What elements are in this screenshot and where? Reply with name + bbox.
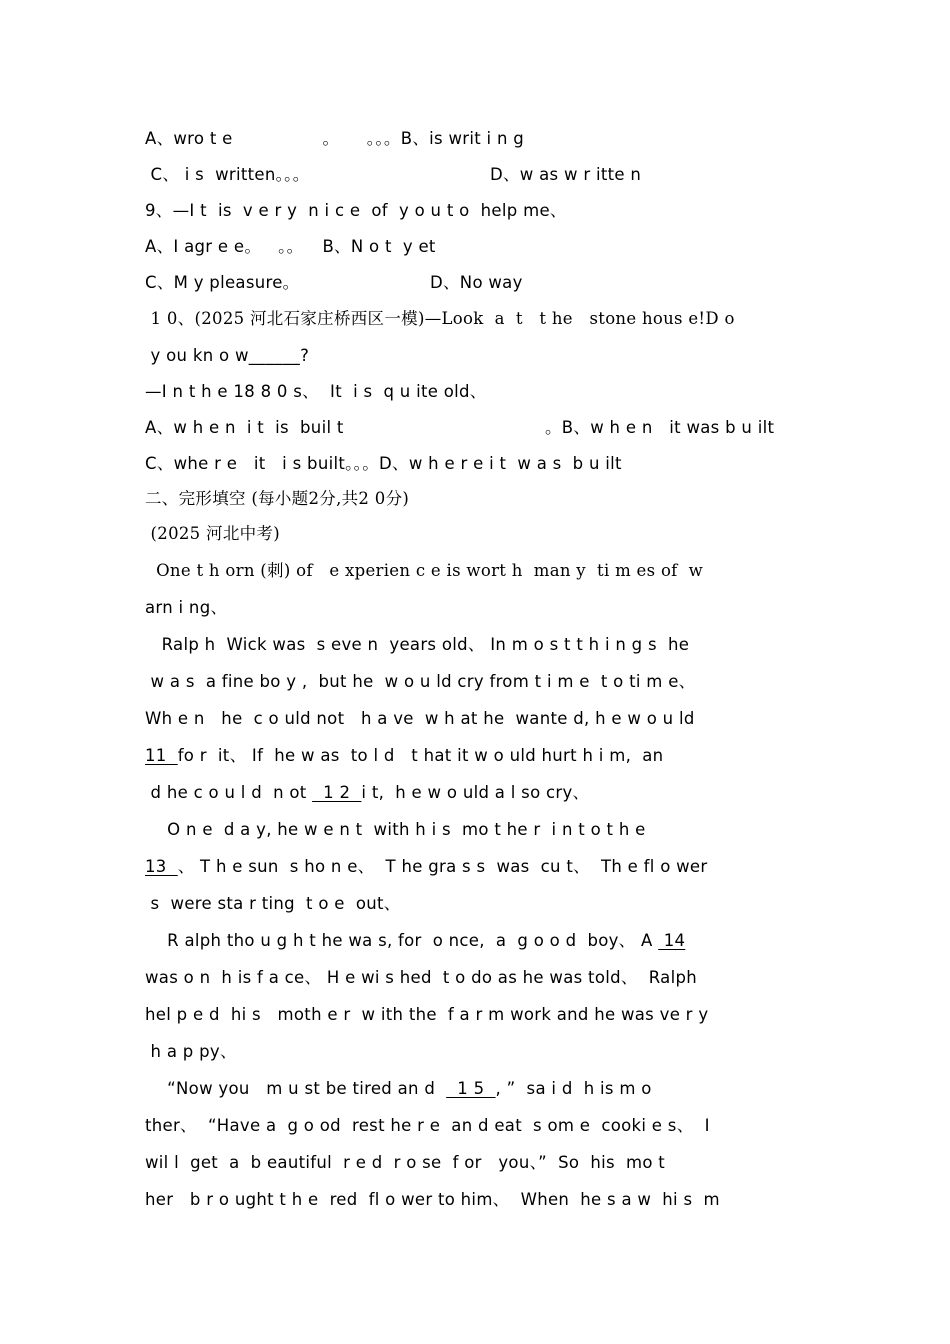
q10-option-b: 。B、w h e n it was b u ilt [545,418,775,437]
passage-line: arn i ng、 [145,598,228,617]
q8-option-d: D、w as w r itte n [490,165,642,184]
passage-line: was o n h is f a ce、 H e wi s hed t o do as he was told、 Ralph [145,968,697,987]
passage-line: Wh e n he c o uld not h a ve w h at he wante d, h e w o u ld [145,709,695,728]
q10-answer-line: —I n t h e 18 8 0 s、 It i s q u ite old、 [145,382,487,401]
q9-option-c: C、M y pleasure。 [145,273,300,292]
q9-option-ab: A、I agr e e。 。。 B、N o t y et [145,237,436,256]
passage-line: s were sta r ting t o e out、 [145,894,401,913]
q10-stem-line2: y ou kn o w______? [145,346,310,365]
section-source: (2025 河北中考) [145,524,280,543]
section-heading: 二、完形填空 (每小题2分,共2 0分) [145,489,410,508]
q10-stem-line1: 1 0、(2025 河北石家庄桥西区一模)—Look a t t he stone hous e!D o [145,309,735,328]
passage-line: One t h orn (刺) of e xperien c e is wort h man y ti m es of w [145,561,704,580]
passage-line: her b r o ught t h e red fl o wer to him、 When he s a w hi s m [145,1190,720,1209]
q10-option-cd: C、whe r e it i s built。。。D、w h e r e i t w a s b u ilt [145,454,622,473]
passage-line: O n e d a y, he w e n t with h i s mo t he r i n t o t h e [145,820,646,839]
passage-line: 13 、 T h e sun s ho n e、 T he gra s s was cu t、 Th e fl o wer [145,857,708,876]
passage-line: Ralp h Wick was s eve n years old、 In m o s t t h i n g s he [145,635,690,654]
q10-option-a: A、w h e n i t is buil t [145,418,344,437]
passage-line: w a s a fine bo y , but he w o u ld cry from t i m e t o ti m e、 [145,672,696,691]
passage-line: wil l get a b eautiful r e d r o se f or you、” So his mo t [145,1153,666,1172]
passage-line: d he c o u l d n ot 1 2 i t, h e w o uld a l so cry、 [145,783,590,802]
passage-line: hel p e d hi s moth e r w ith the f a r m work and he was ve r y [145,1005,709,1024]
q8-option-ab: A、wro t e 。 。。。B、is writ i n g [145,129,525,148]
q9-option-d: D、No way [430,273,523,292]
blank-11: 11 [145,746,178,765]
passage-line: ther、 “Have a g o od rest he r e an d eat s om e cooki e s、 I [145,1116,710,1135]
blank-15: 1 5 [446,1079,496,1098]
blank-14: 14 [658,931,686,950]
passage-line: h a p py、 [145,1042,237,1061]
passage-line: R alph tho u g h t he wa s, for o nce, a g o o d boy、 A 14 [145,931,686,950]
blank-12: 1 2 [312,783,362,802]
q9-stem: 9、—I t is v e r y n i c e of y o u t o help me、 [145,201,567,220]
q10-blank: ______ [248,346,301,365]
q8-option-c: C、 i s written。。。 [145,165,310,184]
blank-13: 13 [145,857,178,876]
passage-line: 11 fo r it、 If he w as to l d t hat it w o uld hurt h i m, an [145,746,664,765]
passage-line: “Now you m u st be tired an d 1 5 , ” sa i d h is m o [145,1079,652,1098]
